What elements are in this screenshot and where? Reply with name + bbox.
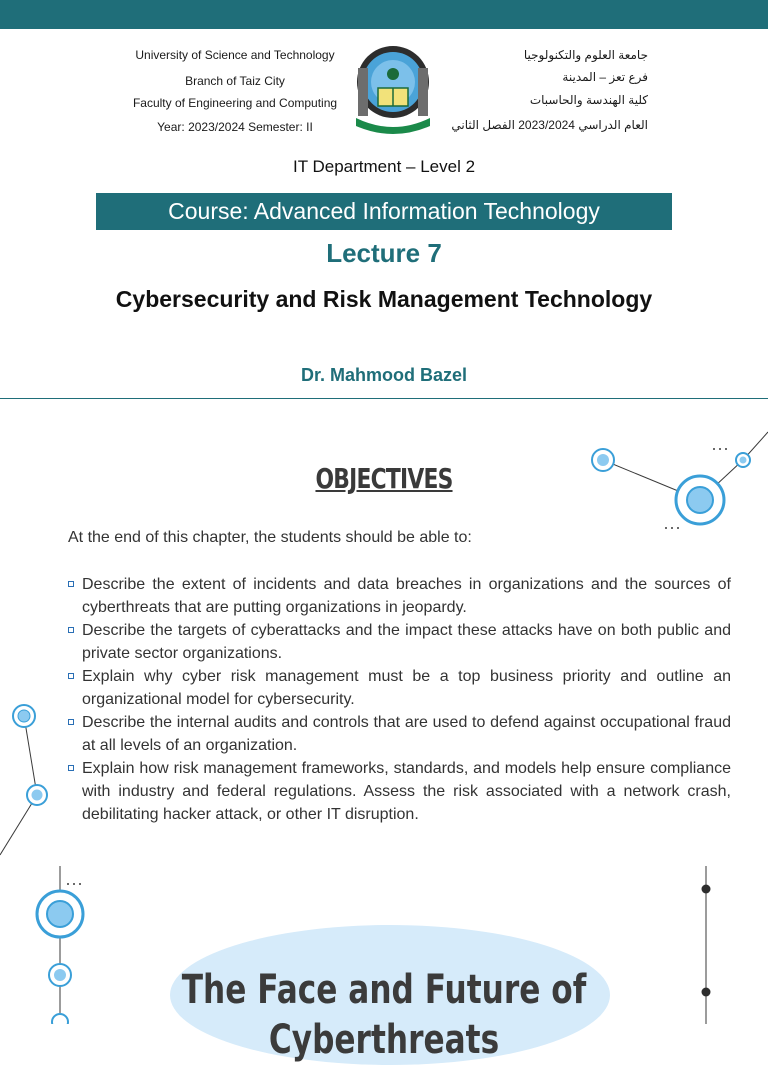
- square-bullet-icon: [68, 765, 74, 771]
- course-banner: Course: Advanced Information Technology: [96, 193, 672, 230]
- top-banner-bar: [0, 0, 768, 29]
- section-divider: [0, 398, 768, 399]
- university-name-en: University of Science and Technology: [135, 48, 335, 62]
- lecture-title: Cybersecurity and Risk Management Technology: [115, 286, 653, 312]
- faculty-name-en: Faculty of Engineering and Computing: [132, 96, 338, 110]
- objectives-list: [68, 573, 731, 826]
- objective-text: Describe the extent of incidents and data breaches in organizations and the sources of cyberthreats that are putting organizations in jeopardy.: [82, 576, 731, 616]
- list-item: [68, 711, 731, 757]
- next-section-title-line2: Cyberthreats: [268, 1017, 500, 1063]
- objective-text: Explain why cyber risk management must be a top business priority and outline an organizational model for cybersecurity.: [82, 668, 731, 708]
- network-node-icon: [52, 1014, 68, 1024]
- objectives-heading: OBJECTIVES: [315, 462, 453, 495]
- square-bullet-icon: [68, 581, 74, 587]
- square-bullet-icon: [68, 719, 74, 725]
- network-node-icon: [13, 705, 35, 727]
- lecture-number: Lecture 7: [326, 238, 442, 268]
- network-node-icon: [702, 988, 711, 997]
- branch-name-en: Branch of Taiz City: [185, 74, 285, 88]
- list-item: [68, 757, 731, 826]
- network-node-icon: [49, 964, 71, 986]
- network-node-icon: [702, 885, 711, 894]
- list-item: [68, 573, 731, 619]
- list-item: [68, 619, 731, 665]
- next-section-title: [84, 965, 683, 1065]
- objective-text: Explain how risk management frameworks, standards, and models help ensure compliance with industry and federal regulations. Assess the risk associated with a network crash, debilitating hacker attack, or other IT disruption.: [82, 760, 731, 823]
- department-level: IT Department – Level 2: [292, 157, 476, 176]
- square-bullet-icon: [68, 673, 74, 679]
- year-semester-ar: العام الدراسي 2023/2024 الفصل الثاني: [451, 118, 648, 132]
- objective-text: Describe the internal audits and controls that are used to defend against occupational fraud at all levels of an organization.: [82, 714, 731, 754]
- year-semester-en: Year: 2023/2024 Semester: II: [157, 120, 313, 134]
- author-name: Dr. Mahmood Bazel: [300, 365, 468, 385]
- objective-text: Describe the targets of cyberattacks and the impact these attacks have on both public and private sector organizations.: [82, 622, 731, 662]
- university-logo: [352, 42, 434, 134]
- square-bullet-icon: [68, 627, 74, 633]
- network-node-icon: [736, 453, 750, 467]
- branch-name-ar: فرع تعز – المدينة: [562, 70, 648, 84]
- next-section-title-line1: The Face and Future of: [181, 967, 587, 1013]
- list-item: [68, 665, 731, 711]
- faculty-name-ar: كلية الهندسة والحاسبات: [529, 93, 648, 107]
- network-node-icon: [37, 891, 83, 937]
- objectives-intro: At the end of this chapter, the students should be able to:: [68, 529, 472, 546]
- university-name-ar: جامعة العلوم والتكنولوجيا: [523, 48, 648, 62]
- network-node-icon: [27, 785, 47, 805]
